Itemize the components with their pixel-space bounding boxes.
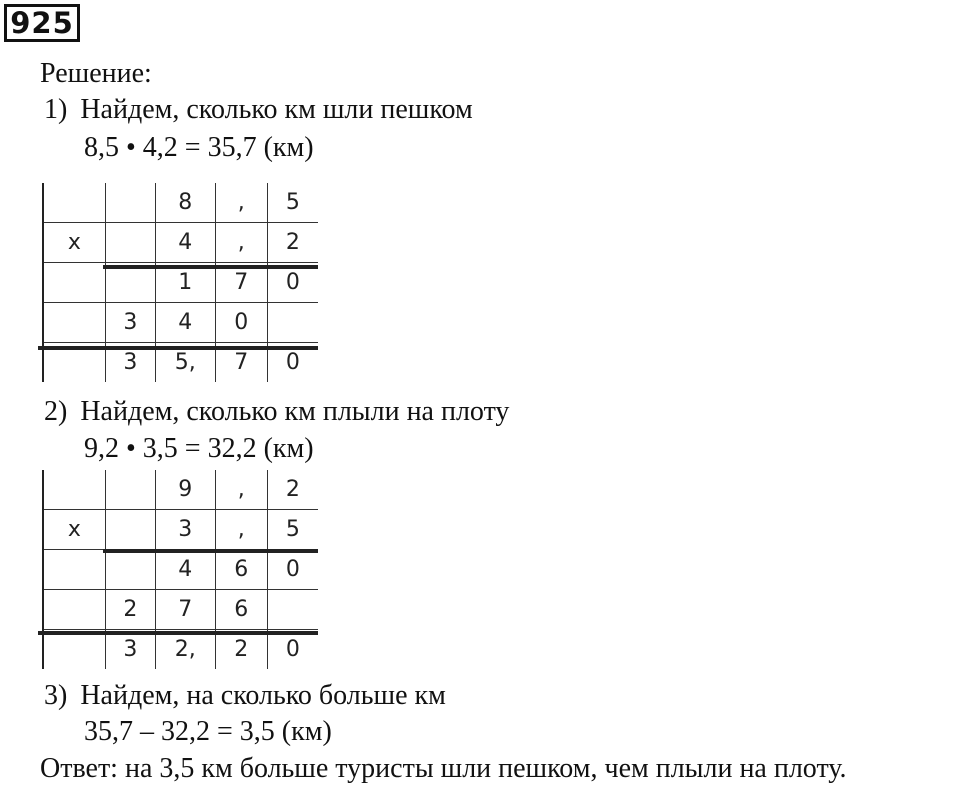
table-cell: 2: [215, 630, 267, 670]
step-1-text: Найдем, сколько км шли пешком: [80, 94, 473, 125]
table-cell: 9: [155, 470, 215, 510]
table-cell: 7: [215, 263, 267, 303]
table-cell: [43, 263, 105, 303]
step-1-number: 1): [44, 94, 68, 125]
table-cell: [105, 223, 155, 263]
table-cell: 2: [105, 590, 155, 630]
table-cell: [43, 590, 105, 630]
table-cell: 3: [105, 343, 155, 383]
table-cell: ,: [215, 510, 267, 550]
table-cell: [43, 630, 105, 670]
problem-number: 925: [4, 4, 80, 42]
table-cell: 3: [155, 510, 215, 550]
sum-line-2: [38, 631, 318, 635]
table-cell: [105, 470, 155, 510]
table-cell: 0: [267, 343, 318, 383]
solution-heading: Решение:: [40, 58, 152, 89]
step-1-formula: 8,5 • 4,2 = 35,7 (км): [84, 132, 314, 163]
table-cell: [105, 550, 155, 590]
sum-line-1: [38, 346, 318, 350]
table-cell: [267, 303, 318, 343]
step-3-formula: 35,7 – 32,2 = 3,5 (км): [84, 716, 332, 747]
table-cell: 4: [155, 550, 215, 590]
table-cell: [105, 510, 155, 550]
table-cell: ,: [215, 223, 267, 263]
table-cell: 1: [155, 263, 215, 303]
table-row: [43, 183, 318, 223]
table-row: [43, 590, 318, 630]
table-cell: [43, 550, 105, 590]
step-3: [44, 680, 446, 712]
multiplication-table-1: [42, 183, 318, 382]
underline-2: [103, 549, 318, 553]
table-row: [43, 630, 318, 670]
step-3-text: Найдем, на сколько больше км: [80, 680, 446, 711]
table-cell: [43, 183, 105, 223]
table-cell: 2: [267, 223, 318, 263]
table-cell: 2,: [155, 630, 215, 670]
step-2-number: 2): [44, 396, 68, 427]
table-cell: 2: [267, 470, 318, 510]
table-cell: [43, 470, 105, 510]
table-row: [43, 470, 318, 510]
table-cell: 4: [155, 303, 215, 343]
table-cell: 0: [267, 263, 318, 303]
step-2-formula: 9,2 • 3,5 = 32,2 (км): [84, 433, 314, 464]
table-cell: 8: [155, 183, 215, 223]
table-row: [43, 550, 318, 590]
table-cell: 0: [215, 303, 267, 343]
table-cell: [267, 590, 318, 630]
table-cell: ,: [215, 183, 267, 223]
table-row: [43, 223, 318, 263]
table-cell: 0: [267, 550, 318, 590]
table-cell: 0: [267, 630, 318, 670]
multiplication-table-2: [42, 470, 318, 669]
table-cell: 6: [215, 590, 267, 630]
answer-line: Ответ: на 3,5 км больше туристы шли пешком, чем плыли на плоту.: [40, 753, 847, 784]
table-cell: [43, 303, 105, 343]
table-cell: 7: [215, 343, 267, 383]
table-row: [43, 303, 318, 343]
step-1: [44, 94, 473, 126]
table-cell: 5: [267, 183, 318, 223]
table-cell: x: [43, 223, 105, 263]
step-3-number: 3): [44, 680, 68, 711]
table-cell: 4: [155, 223, 215, 263]
table-cell: 7: [155, 590, 215, 630]
table-cell: [105, 183, 155, 223]
table-cell: 3: [105, 303, 155, 343]
table-cell: 5: [267, 510, 318, 550]
step-2: [44, 396, 509, 428]
table-cell: ,: [215, 470, 267, 510]
table-cell: 5,: [155, 343, 215, 383]
step-2-text: Найдем, сколько км плыли на плоту: [80, 396, 510, 427]
table-row: [43, 510, 318, 550]
underline-1: [103, 265, 318, 269]
table-cell: x: [43, 510, 105, 550]
table-cell: 3: [105, 630, 155, 670]
table-cell: 6: [215, 550, 267, 590]
